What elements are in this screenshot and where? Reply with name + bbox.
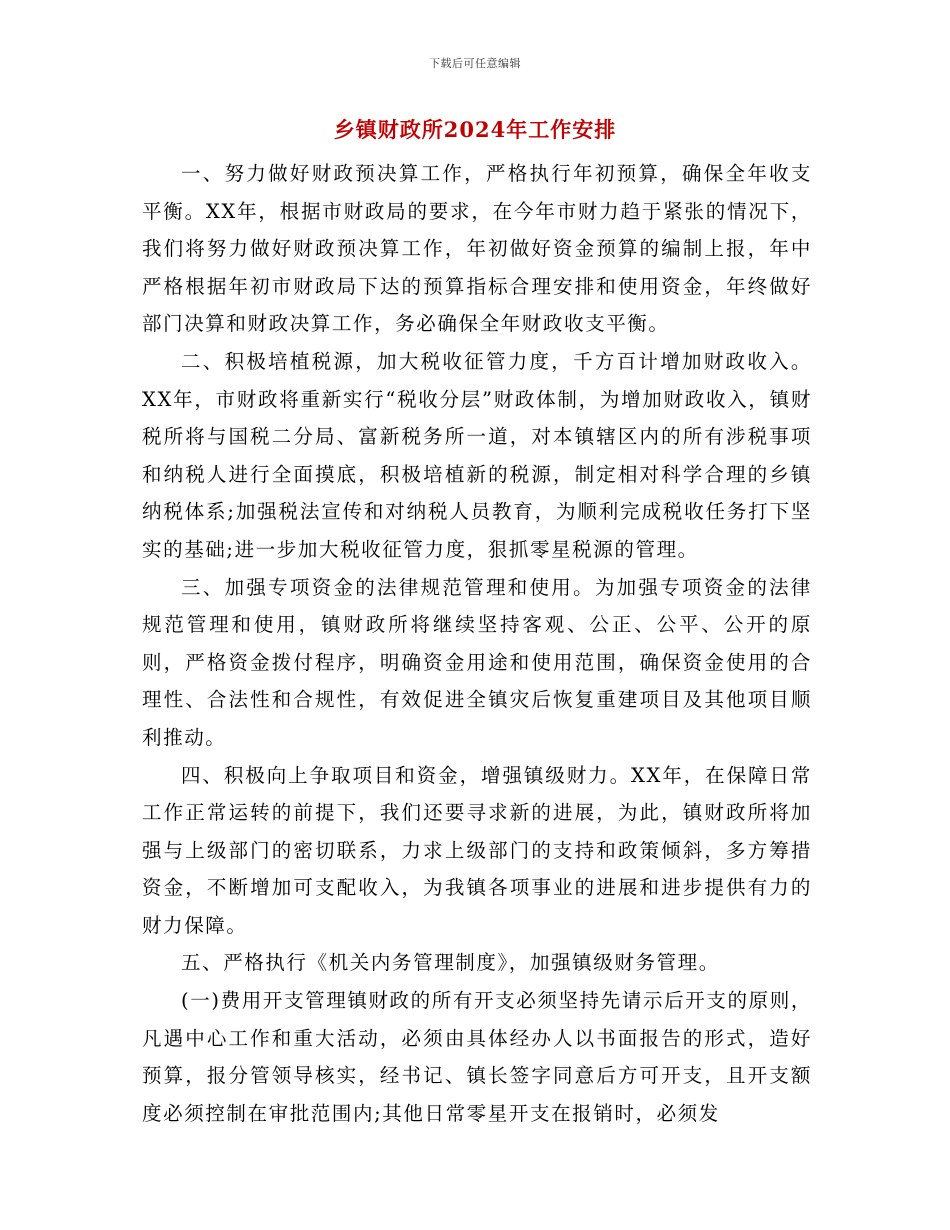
document-title: 乡镇财政所2024年工作安排 bbox=[333, 117, 617, 142]
paragraph-6: (一)费用开支管理镇财政的所有开支必须坚持先请示后开支的原则，凡遇中心工作和重大活动，必须由具体经办人以书面报告的形式，造好预算，报分管领导核实，经书记、镇长签字同意后方可开支，且开支额度必须控制在审批范围内;其他日常零星开支在报销时，必须发 bbox=[142, 989, 812, 1125]
document-body bbox=[142, 155, 812, 1132]
paragraph-4: 四、积极向上争取项目和资金，增强镇级财力。XX年，在保障日常工作正常运转的前提下，我们还要寻求新的进展，为此，镇财政所将加强与上级部门的密切联系，力求上级部门的支持和政策倾斜，多方筹措资金，不断增加可支配收入，为我镇各项事业的进展和进步提供有力的财力保障。 bbox=[142, 763, 812, 937]
paragraph-3: 三、加强专项资金的法律规范管理和使用。为加强专项资金的法律规范管理和使用，镇财政所将继续坚持客观、公正、公平、公开的原则，严格资金拨付程序，明确资金用途和使用范围，确保资金使用的合理性、合法性和合规性，有效促进全镇灾后恢复重建项目及其他项目顺利推动。 bbox=[142, 575, 812, 749]
paragraph-5: 五、严格执行《机关内务管理制度》，加强镇级财务管理。 bbox=[181, 951, 720, 975]
header-note: 下载后可任意编辑 bbox=[429, 57, 521, 70]
paragraph-2: 二、积极培植税源，加大税收征管力度，千方百计增加财政收入。XX年，市财政将重新实行“税收分层”财政体制，为增加财政收入，镇财税所将与国税二分局、富新税务所一道，对本镇辖区内的所有涉税事项和纳税人进行全面摸底，积极培植新的税源，制定相对科学合理的乡镇纳税体系;加强税法宣传和对纳税人员教育，为顺利完成税收任务打下坚实的基础;进一步加大税收征管力度，狠抓零星税源的管理。 bbox=[142, 349, 812, 561]
paragraph-1: 一、努力做好财政预决算工作，严格执行年初预算，确保全年收支平衡。XX年，根据市财政局的要求，在今年市财力趋于紧张的情况下，我们将努力做好财政预决算工作，年初做好资金预算的编制上报，年中严格根据年初市财政局下达的预算指标合理安排和使用资金，年终做好部门决算和财政决算工作，务必确保全年财政收支平衡。 bbox=[142, 162, 812, 336]
